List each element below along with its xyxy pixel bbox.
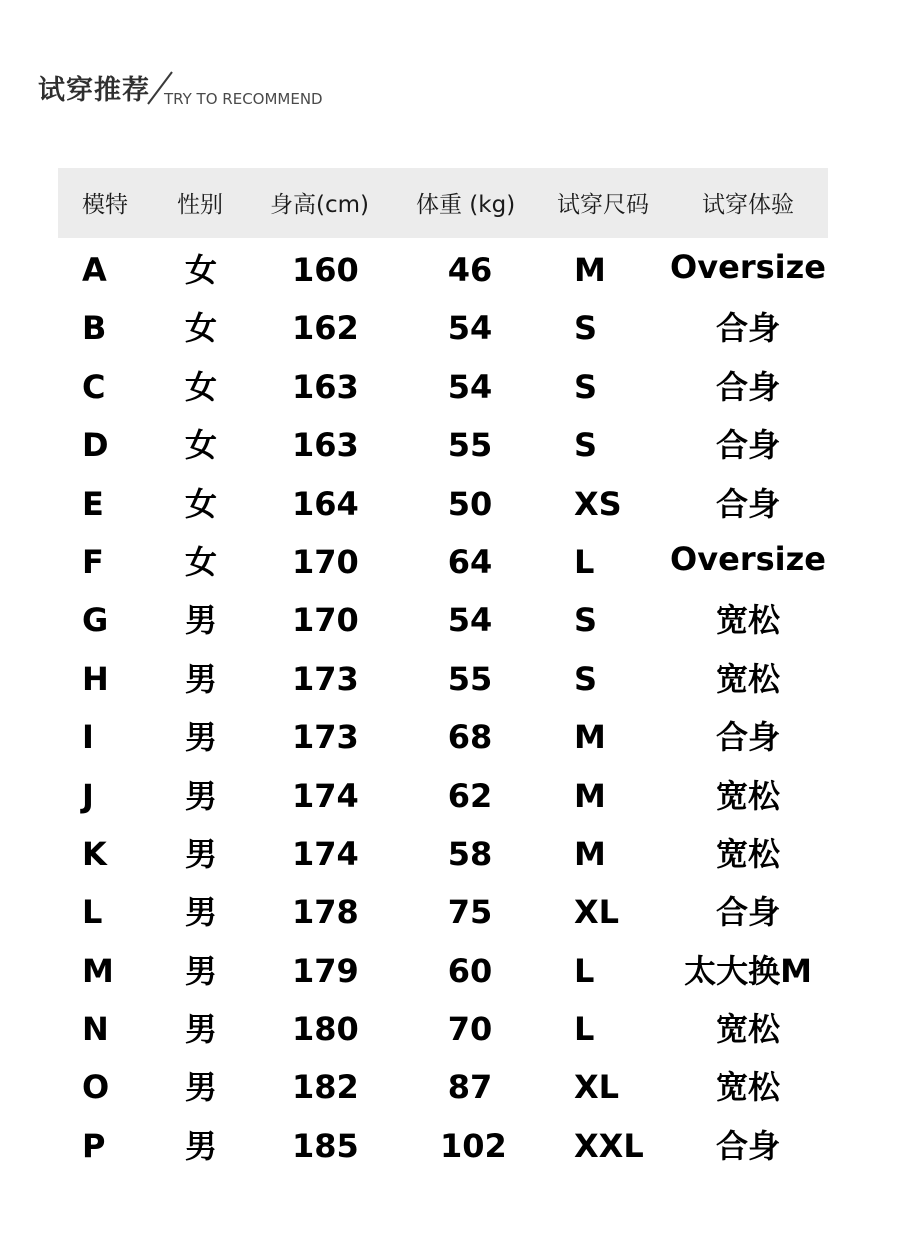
cell-experience: Oversize bbox=[670, 539, 826, 578]
table-row bbox=[58, 767, 828, 825]
cell-size: M bbox=[574, 776, 606, 815]
cell-gender: 女 bbox=[185, 309, 218, 348]
cell-experience: 宽松 bbox=[715, 601, 780, 640]
cell-experience: 宽松 bbox=[715, 834, 780, 873]
page-subtitle: TRY TO RECOMMEND bbox=[164, 90, 323, 108]
cell-experience: 合身 bbox=[715, 309, 780, 348]
cell-experience: 合身 bbox=[715, 718, 780, 757]
page-title: 试穿推荐 bbox=[38, 75, 150, 106]
cell-size: L bbox=[574, 1010, 595, 1049]
cell-size: S bbox=[574, 367, 598, 406]
cell-gender: 男 bbox=[185, 659, 218, 698]
cell-model: O bbox=[82, 1068, 110, 1107]
cell-weight: 50 bbox=[447, 484, 493, 523]
table-row bbox=[58, 416, 828, 474]
cell-gender: 女 bbox=[185, 542, 218, 581]
table-row bbox=[58, 1000, 828, 1058]
cell-weight: 55 bbox=[447, 426, 493, 465]
table-row bbox=[58, 591, 828, 649]
header-gender: 性别 bbox=[177, 192, 223, 218]
header-experience: 试穿体验 bbox=[702, 192, 794, 218]
cell-weight: 58 bbox=[447, 834, 493, 873]
cell-size: M bbox=[574, 834, 606, 873]
cell-weight: 87 bbox=[447, 1068, 493, 1107]
cell-size: L bbox=[574, 951, 595, 990]
cell-height: 163 bbox=[292, 426, 359, 465]
cell-experience: 合身 bbox=[715, 367, 780, 406]
cell-gender: 男 bbox=[185, 601, 218, 640]
cell-size: XS bbox=[574, 484, 622, 523]
cell-size: S bbox=[574, 426, 598, 465]
cell-gender: 男 bbox=[185, 1068, 218, 1107]
cell-size: M bbox=[574, 718, 606, 757]
table-row bbox=[58, 883, 828, 941]
cell-experience: 宽松 bbox=[715, 1068, 780, 1107]
table-header-row bbox=[58, 168, 828, 238]
cell-model: A bbox=[82, 251, 107, 289]
cell-model: I bbox=[82, 718, 94, 757]
header-model: 模特 bbox=[82, 192, 128, 218]
cell-gender: 女 bbox=[185, 251, 218, 289]
cell-size: XL bbox=[574, 1068, 620, 1107]
cell-model: P bbox=[82, 1126, 106, 1165]
cell-model: D bbox=[82, 426, 109, 465]
cell-gender: 女 bbox=[185, 484, 218, 523]
table-row bbox=[58, 241, 828, 299]
cell-weight: 70 bbox=[447, 1010, 493, 1049]
header-weight: 体重 (kg) bbox=[416, 192, 516, 218]
table-row bbox=[58, 825, 828, 883]
cell-height: 163 bbox=[292, 367, 359, 406]
cell-height: 173 bbox=[292, 659, 359, 698]
cell-weight: 54 bbox=[447, 601, 493, 640]
cell-experience: 宽松 bbox=[715, 659, 780, 698]
cell-gender: 男 bbox=[185, 1126, 218, 1165]
cell-gender: 男 bbox=[185, 834, 218, 873]
cell-height: 174 bbox=[292, 834, 359, 873]
fitting-recommendation-table bbox=[58, 168, 828, 1165]
cell-model: M bbox=[82, 951, 114, 990]
cell-experience: Oversize bbox=[670, 248, 826, 286]
cell-model: L bbox=[82, 893, 103, 932]
cell-height: 179 bbox=[292, 951, 359, 990]
cell-height: 164 bbox=[292, 484, 359, 523]
header-size: 试穿尺码 bbox=[557, 192, 649, 218]
cell-gender: 女 bbox=[185, 367, 218, 406]
cell-gender: 男 bbox=[185, 1010, 218, 1049]
cell-height: 185 bbox=[292, 1126, 359, 1165]
cell-experience: 宽松 bbox=[715, 1010, 780, 1049]
cell-model: N bbox=[82, 1010, 109, 1049]
cell-model: G bbox=[82, 601, 109, 640]
cell-size: XL bbox=[574, 893, 620, 932]
cell-experience: 合身 bbox=[715, 893, 780, 932]
cell-experience: 合身 bbox=[715, 426, 780, 465]
cell-height: 182 bbox=[292, 1068, 359, 1107]
cell-height: 173 bbox=[292, 718, 359, 757]
cell-weight: 75 bbox=[447, 893, 493, 932]
cell-height: 180 bbox=[292, 1010, 359, 1049]
table-row bbox=[58, 650, 828, 708]
cell-height: 174 bbox=[292, 776, 359, 815]
cell-weight: 54 bbox=[447, 309, 493, 348]
cell-height: 178 bbox=[292, 893, 359, 932]
cell-height: 170 bbox=[292, 601, 359, 640]
cell-height: 162 bbox=[292, 309, 359, 348]
cell-model: K bbox=[82, 834, 107, 873]
cell-model: C bbox=[82, 367, 106, 406]
cell-experience: 宽松 bbox=[715, 776, 780, 815]
table-row bbox=[58, 299, 828, 357]
cell-experience: 合身 bbox=[715, 1126, 780, 1165]
table-row bbox=[58, 533, 828, 591]
cell-weight: 46 bbox=[447, 251, 493, 289]
cell-model: F bbox=[82, 542, 104, 581]
cell-size: M bbox=[574, 251, 606, 289]
cell-size: S bbox=[574, 601, 598, 640]
cell-gender: 男 bbox=[185, 776, 218, 815]
table-row bbox=[58, 1117, 828, 1175]
table-row bbox=[58, 1058, 828, 1116]
cell-size: S bbox=[574, 309, 598, 348]
cell-weight: 60 bbox=[447, 951, 493, 990]
cell-height: 170 bbox=[292, 542, 359, 581]
cell-model: E bbox=[82, 484, 104, 523]
table-row bbox=[58, 358, 828, 416]
header-height: 身高(cm) bbox=[270, 192, 369, 218]
cell-size: L bbox=[574, 542, 595, 581]
cell-model: B bbox=[82, 309, 107, 348]
cell-weight: 62 bbox=[447, 776, 493, 815]
cell-experience: 太大换M bbox=[684, 951, 812, 990]
cell-weight: 54 bbox=[447, 367, 493, 406]
cell-gender: 男 bbox=[185, 951, 218, 990]
cell-model: H bbox=[82, 659, 109, 698]
cell-model: J bbox=[82, 776, 94, 815]
cell-gender: 女 bbox=[185, 426, 218, 465]
table-row bbox=[58, 942, 828, 1000]
cell-gender: 男 bbox=[185, 718, 218, 757]
cell-height: 160 bbox=[292, 251, 359, 289]
cell-weight: 68 bbox=[447, 718, 493, 757]
cell-weight: 102 bbox=[440, 1126, 507, 1165]
cell-size: XXL bbox=[574, 1126, 644, 1165]
table-body bbox=[58, 241, 828, 1175]
cell-gender: 男 bbox=[185, 893, 218, 932]
cell-size: S bbox=[574, 659, 598, 698]
table-row bbox=[58, 708, 828, 766]
cell-weight: 55 bbox=[447, 659, 493, 698]
cell-experience: 合身 bbox=[715, 484, 780, 523]
table-row bbox=[58, 475, 828, 533]
cell-weight: 64 bbox=[447, 542, 493, 581]
page-heading bbox=[38, 62, 398, 112]
